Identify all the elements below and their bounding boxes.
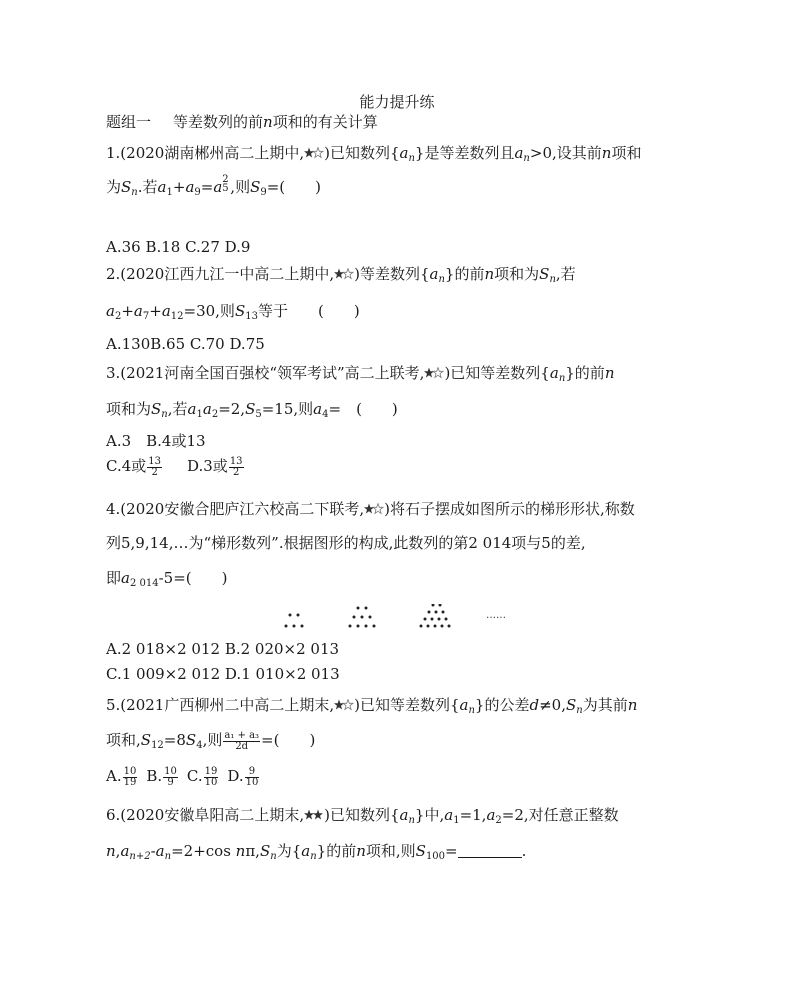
var-S: S	[121, 178, 132, 196]
fraction-numerator: 13	[229, 455, 243, 467]
q3-source: 3.(2021河南全国百强校“领军考试”高二上联考,	[106, 364, 425, 382]
var-S: S	[234, 302, 246, 320]
fraction-numerator: 19	[204, 765, 218, 777]
var-S: S	[245, 400, 256, 418]
fraction-numerator: 10	[164, 765, 177, 777]
q6-text: ,	[115, 842, 121, 860]
fraction-denominator: 10	[245, 776, 259, 788]
var-S: S	[539, 265, 550, 283]
sub: 9	[194, 187, 201, 198]
sub-n: n	[408, 153, 415, 164]
var-n: n	[601, 144, 612, 162]
sub-n: n	[438, 274, 445, 285]
q3-option-c: C.4或	[106, 457, 147, 475]
var-a: a	[185, 178, 195, 196]
sub: 1	[196, 409, 203, 420]
q6-line2	[106, 841, 526, 861]
var-n: n	[356, 842, 366, 860]
sub-n: n	[576, 705, 583, 716]
q6-text: .	[521, 842, 527, 860]
fraction-numerator: a₁ + a₃	[224, 729, 260, 741]
q1-text: 为	[106, 178, 122, 196]
sub: 13	[245, 311, 258, 322]
sub-n: n	[131, 187, 138, 198]
q6-text: -	[150, 842, 156, 860]
fraction-denominator: 9	[167, 776, 174, 788]
sub: 1	[453, 815, 460, 826]
q4-options-2: C.1 009×2 012 D.1 010×2 013	[106, 665, 340, 683]
q6-text: )已知数列{	[324, 806, 400, 824]
q6-text: =1,	[459, 806, 487, 824]
fraction-denominator: 2	[151, 466, 158, 478]
var-a: a	[429, 265, 439, 283]
var-a: a	[133, 302, 143, 320]
var-S: S	[259, 842, 271, 860]
q2-text: )等差数列{	[354, 265, 430, 283]
group-heading	[106, 112, 378, 132]
q5-text: ≠0,	[539, 696, 566, 714]
var-a: a	[213, 178, 223, 196]
q3-options-1: A.3 B.4或13	[106, 432, 206, 450]
var-a: a	[202, 400, 212, 418]
var-a: a	[444, 806, 454, 824]
q1-text: =	[200, 178, 214, 196]
sub-n: n	[549, 274, 556, 285]
q5-option-letter: A.	[106, 767, 122, 785]
q6-text: 项和,则	[365, 842, 416, 860]
q3-line2	[106, 399, 398, 419]
difficulty-stars-icon	[364, 503, 384, 515]
q6-text: =	[445, 842, 458, 860]
sub-n: n	[270, 851, 277, 862]
q2-text: ( )	[317, 302, 360, 320]
sub-n: n	[558, 373, 566, 384]
fraction	[123, 767, 138, 788]
trapezoid-figure-3	[420, 604, 451, 628]
q1-text: }是等差数列且	[414, 144, 515, 162]
var-n: n	[627, 696, 638, 714]
difficulty-stars-icon	[304, 809, 324, 821]
fraction	[204, 767, 219, 788]
q5-line1	[106, 695, 637, 715]
q1-text: =( )	[266, 178, 322, 196]
var-a: a	[399, 806, 409, 824]
q3-text: ,若	[167, 400, 188, 418]
q2-text: =30,则	[183, 302, 235, 320]
sub: 2 014	[129, 578, 159, 589]
group-text: 项和的有关计算	[272, 113, 378, 131]
q4-text: )将石子摆成如图所示的梯形形状,称数	[384, 500, 635, 518]
q4-options-1: A.2 018×2 012 B.2 020×2 013	[106, 640, 340, 658]
q1-source: 1.(2020湖南郴州高二上期中,	[106, 144, 305, 162]
figure-ellipsis: ……	[486, 610, 506, 621]
sub: 2	[114, 311, 122, 322]
q6-text: π,	[245, 842, 260, 860]
q1-text: .若	[137, 178, 158, 196]
q2-text: 项和为	[494, 265, 540, 283]
fraction-numerator: 10	[123, 765, 137, 777]
var-n: n	[235, 842, 246, 860]
var-a: a	[486, 806, 496, 824]
q1-line1	[106, 143, 641, 163]
var-a: a	[187, 400, 197, 418]
sub: 100	[425, 851, 446, 862]
q2-text: +	[121, 302, 134, 320]
var-n: n	[106, 842, 116, 860]
var-a: a	[301, 842, 311, 860]
q5-text: 项和,	[106, 731, 141, 749]
var-a: a	[161, 302, 171, 320]
q2-text: }的前	[444, 265, 485, 283]
var-a: a	[120, 842, 130, 860]
q1-options: A.36 B.18 C.27 D.9	[106, 238, 251, 256]
q6-source: 6.(2020安徽阜阳高二上期末,	[106, 806, 305, 824]
page-title: 能力提升练	[359, 93, 435, 111]
sub: 4	[322, 409, 329, 420]
fraction-denominator: 2	[232, 466, 240, 478]
q3-text: =15,则	[261, 400, 314, 418]
q5-source: 5.(2021广西柳州二中高二上期末,	[106, 696, 335, 714]
q3-text: }的前	[565, 364, 605, 382]
trapezoid-stone-figure	[278, 604, 518, 634]
var-a: a	[549, 364, 559, 382]
q5-text: =( )	[261, 731, 316, 749]
sub: 4	[196, 740, 203, 751]
q4-line3	[106, 568, 228, 588]
q5-option-letter: B.	[146, 767, 163, 785]
sub: 12	[151, 740, 164, 751]
q3-text: = ( )	[328, 400, 398, 418]
fraction	[229, 457, 244, 478]
difficulty-stars-icon	[334, 268, 354, 280]
fraction-denominator: 10	[204, 776, 218, 788]
fraction	[147, 457, 162, 478]
q5-text: 为其前	[582, 696, 628, 714]
difficulty-stars-icon	[424, 367, 444, 379]
q2-line2	[106, 301, 360, 321]
var-S: S	[250, 178, 261, 196]
q3-line1	[106, 363, 614, 383]
group-label: 题组一	[106, 113, 152, 131]
q5-line2	[106, 730, 315, 752]
q1-text: ,则	[230, 178, 251, 196]
answer-blank[interactable]	[458, 857, 522, 858]
q6-text: }的前	[316, 842, 357, 860]
sub: 12	[170, 311, 184, 322]
q4-text: 即	[106, 569, 122, 587]
q3-options-2	[106, 456, 245, 478]
sub: 1	[166, 187, 173, 198]
var-S: S	[185, 731, 197, 749]
sub-n: n	[523, 153, 530, 164]
sub: 7	[142, 311, 150, 322]
q2-text: +	[149, 302, 162, 320]
q1-text: +	[172, 178, 186, 196]
sub-n: n	[468, 705, 475, 716]
sub-n: n	[310, 851, 317, 862]
q2-line1	[106, 264, 576, 284]
q2-text: 等于	[257, 302, 288, 320]
q3-text: )已知等差数列{	[444, 364, 550, 382]
q5-options	[106, 766, 260, 788]
var-S: S	[565, 696, 577, 714]
group-text: 等差数列的前	[173, 113, 264, 131]
sub-n: n+2	[129, 851, 151, 862]
fraction-denominator: 2d	[235, 740, 249, 752]
var-S: S	[415, 842, 426, 860]
var-n: n	[604, 364, 615, 382]
fraction-denominator: 19	[123, 776, 137, 788]
sub-n: n	[164, 851, 172, 862]
q6-text: 为{	[276, 842, 302, 860]
var-a: a	[399, 144, 409, 162]
q6-text: =2,对任意正整数	[501, 806, 619, 824]
var-a: a	[106, 302, 115, 320]
sub: 2	[211, 409, 219, 420]
q6-line1	[106, 805, 619, 825]
q1-text: )已知数列{	[324, 144, 400, 162]
q2-source: 2.(2020江西九江一中高二上期中,	[106, 265, 335, 283]
var-a: a	[514, 144, 524, 162]
q5-text: )已知等差数列{	[354, 696, 460, 714]
q3-option-d: D.3或	[187, 457, 228, 475]
q5-text: =8	[163, 731, 186, 749]
difficulty-stars-icon	[334, 699, 354, 711]
q4-text: -5=( )	[158, 569, 228, 587]
q4-line2: 列5,9,14,…为“梯形数列”.根据图形的构成,此数列的第2 014项与5的差,	[106, 534, 586, 552]
q1-text: 项和	[611, 144, 642, 162]
trapezoid-figure-1	[285, 614, 304, 628]
fraction-numerator: 13	[148, 455, 161, 467]
q5-option-letter: D.	[227, 767, 244, 785]
trapezoid-figure-2	[349, 607, 376, 628]
q5-text: }的公差	[474, 696, 530, 714]
sub: 9	[260, 187, 267, 198]
var-a: a	[155, 842, 165, 860]
fraction-numerator: 9	[245, 767, 260, 778]
fraction	[245, 767, 260, 788]
q4-line1	[106, 499, 635, 519]
q3-text: 项和为	[106, 400, 152, 418]
q1-text: >0,设其前	[529, 144, 602, 162]
q5-text: ,则	[202, 731, 223, 749]
sub: 5	[255, 409, 262, 420]
q3-text: =2,	[218, 400, 246, 418]
var-a: a	[313, 400, 323, 418]
sub: 2	[495, 815, 502, 826]
q1-line2: 为$S_n$.若$a_1+a_9=a$ 2 5 ,则$S_9=$( )	[106, 174, 322, 198]
q2-options: A.130B.65 C.70 D.75	[106, 335, 265, 353]
q2-text: ,若	[555, 265, 576, 283]
fraction	[223, 731, 260, 752]
sub-n: n	[161, 409, 168, 420]
q6-text: =2+cos	[171, 842, 236, 860]
q6-text: }中,	[414, 806, 445, 824]
q4-source: 4.(2020安徽合肥庐江六校高二下联考,	[106, 500, 365, 518]
var-a: a	[157, 178, 167, 196]
var-n: n	[484, 265, 495, 283]
var-a: a	[459, 696, 469, 714]
var-d: d	[529, 696, 540, 714]
fraction	[163, 767, 178, 788]
sub-n: n	[408, 815, 415, 826]
var-n: n	[263, 113, 273, 131]
var-S: S	[151, 400, 162, 418]
var-a: a	[121, 569, 130, 587]
var-S: S	[140, 731, 152, 749]
difficulty-stars-icon	[304, 147, 324, 159]
q5-option-letter: C.	[186, 767, 203, 785]
